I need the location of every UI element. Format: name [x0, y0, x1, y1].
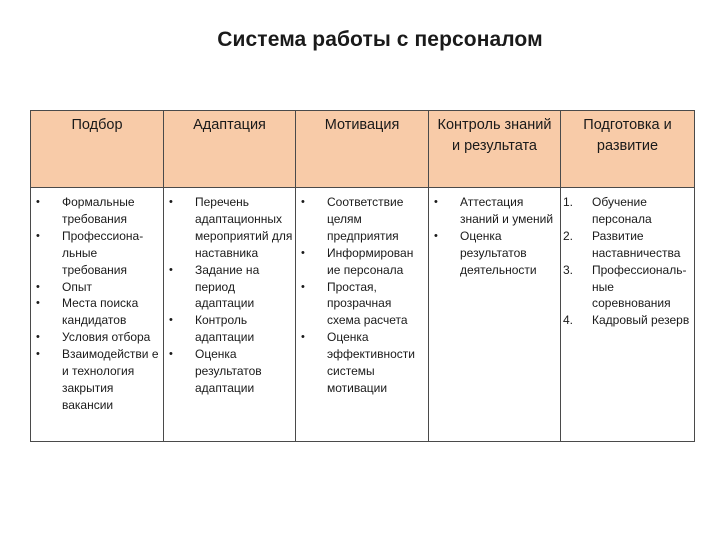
column-header-motivation: Мотивация	[296, 111, 429, 188]
column-cell-control	[429, 188, 561, 442]
page-title: Система работы с персоналом	[217, 28, 543, 51]
column-header-adaptation: Адаптация	[164, 111, 296, 188]
list-item: • Информирован ие персонала	[301, 245, 414, 277]
bullet-icon: •	[169, 348, 173, 361]
adaptation-list	[164, 194, 295, 397]
bullet-icon: •	[301, 331, 305, 344]
bullet-icon: •	[36, 348, 40, 361]
bullet-icon: •	[301, 246, 305, 259]
column-cell-adaptation	[164, 188, 296, 442]
list-item: 4. Кадровый резерв	[563, 313, 690, 328]
list-item: 3. Профессиональ-ные соревнования	[563, 262, 687, 311]
list-item: 2. Развитие наставничества	[563, 228, 681, 260]
training-list	[561, 194, 694, 329]
bullet-icon: •	[36, 229, 40, 242]
control-list	[429, 194, 560, 279]
list-item: • Опыт	[36, 279, 92, 294]
column-header-training: Подготовка и развитие	[561, 111, 695, 188]
list-item: • Оценка эффективности системы мотивации	[301, 330, 416, 395]
list-number: 2.	[563, 228, 574, 243]
bullet-icon: •	[36, 331, 40, 344]
list-item: • Взаимодействи е и технология закрытия вакансии	[36, 347, 159, 412]
list-item: • Места поиска кандидатов	[36, 296, 139, 328]
list-number: 1.	[563, 195, 574, 209]
list-item: • Контроль адаптации	[169, 313, 255, 345]
list-item: • Задание на период адаптации	[169, 262, 260, 311]
list-item: • Соответствие целям предприятия	[301, 195, 404, 243]
list-item: • Аттестация знаний и умений	[434, 195, 554, 226]
list-item: 1. Обучение персонала	[563, 195, 652, 226]
list-item: • Формальные требования	[36, 195, 135, 226]
bullet-icon: •	[36, 280, 40, 293]
list-item: • Оценка результатов адаптации	[169, 347, 262, 395]
bullet-icon: •	[169, 196, 173, 208]
list-item: • Простая, прозрачная схема расчета	[301, 279, 408, 328]
column-header-control: Контроль знаний и результата	[429, 111, 561, 188]
bullet-icon: •	[36, 297, 40, 310]
list-item: • Перечень адаптационных мероприятий для наставника	[169, 195, 293, 260]
bullet-icon: •	[169, 314, 173, 327]
list-number: 4.	[563, 313, 574, 328]
column-cell-motivation	[296, 188, 429, 442]
motivation-list	[296, 194, 428, 397]
column-cell-selection	[31, 188, 164, 442]
bullet-icon: •	[36, 196, 40, 208]
bullet-icon: •	[301, 280, 305, 293]
bullet-icon: •	[301, 196, 305, 208]
bullet-icon: •	[169, 263, 173, 276]
column-cell-training	[561, 188, 695, 442]
table-body-row	[31, 188, 695, 442]
list-item: • Условия отбора	[36, 330, 151, 345]
list-item: • Профессиона-льные требования	[36, 228, 144, 277]
list-number: 3.	[563, 262, 574, 277]
bullet-icon: •	[434, 196, 438, 208]
column-header-selection: Подбор	[31, 111, 164, 188]
list-item: • Оценка результатов деятельности	[434, 228, 537, 277]
table-header-row	[31, 111, 695, 188]
selection-list	[31, 194, 163, 414]
bullet-icon: •	[434, 229, 438, 242]
personnel-system-table	[30, 110, 695, 442]
